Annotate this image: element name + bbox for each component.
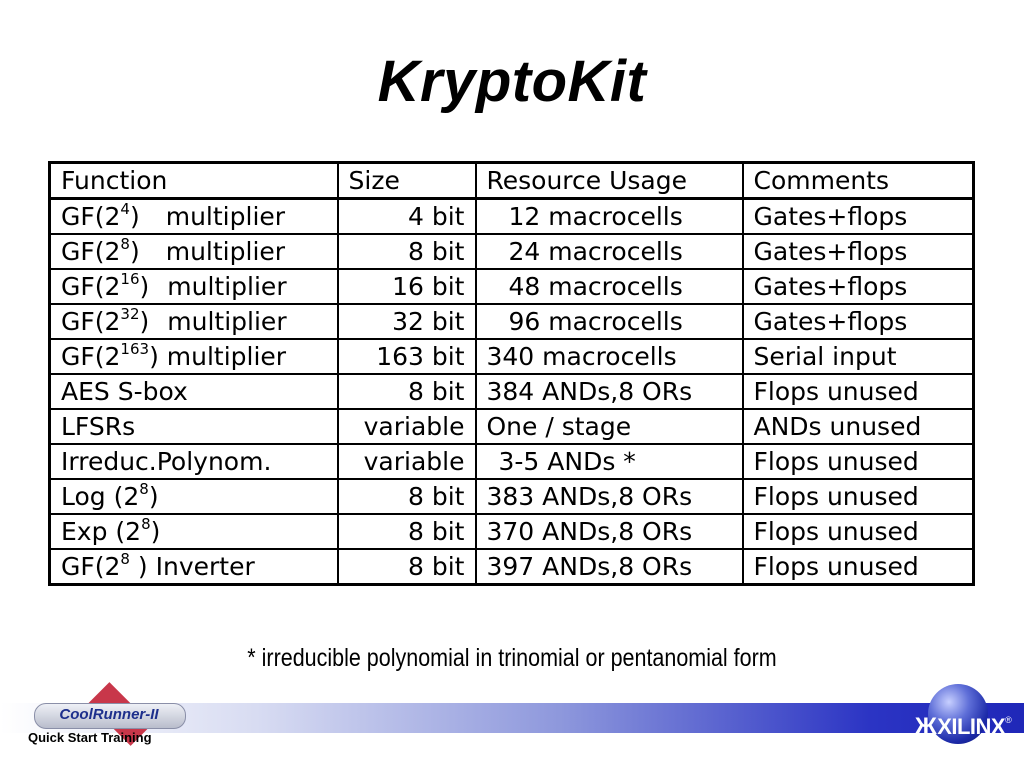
- table-row: [50, 549, 974, 585]
- comment-cell: Gates+flops: [743, 234, 974, 269]
- header-function: Function: [50, 163, 338, 199]
- xilinx-logo: ЖXILINX®: [915, 713, 1012, 740]
- size-cell: 8 bit: [338, 549, 476, 585]
- comment-cell: Serial input: [743, 339, 974, 374]
- comment-cell: Flops unused: [743, 549, 974, 585]
- size-cell: 8 bit: [338, 374, 476, 409]
- function-cell: $GF(2^8)$ multiplier: [50, 234, 338, 269]
- resource-cell: 370 ANDs,8 ORs: [476, 514, 743, 549]
- footnote: * irreducible polynomial in trinomial or pentanomial form: [247, 644, 777, 672]
- size-cell: 16 bit: [338, 269, 476, 304]
- size-cell: 32 bit: [338, 304, 476, 339]
- resource-cell: 383 ANDs,8 ORs: [476, 479, 743, 514]
- function-cell: Irreduc.Polynom.: [50, 444, 338, 479]
- resource-cell: One / stage: [476, 409, 743, 444]
- function-cell: $GF(2^4)$ multiplier: [50, 199, 338, 235]
- function-cell: AES S-box: [50, 374, 338, 409]
- size-cell: 4 bit: [338, 199, 476, 235]
- resource-cell: 397 ANDs,8 ORs: [476, 549, 743, 585]
- size-cell: 8 bit: [338, 479, 476, 514]
- comment-cell: Gates+flops: [743, 269, 974, 304]
- function-cell: $GF(2^{16})$ multiplier: [50, 269, 338, 304]
- resource-cell: 12 macrocells: [476, 199, 743, 235]
- xilinx-mark-icon: Ж: [915, 713, 937, 740]
- resource-cell: 384 ANDs,8 ORs: [476, 374, 743, 409]
- table-row: [50, 409, 974, 444]
- size-cell: variable: [338, 409, 476, 444]
- comment-cell: Flops unused: [743, 514, 974, 549]
- table-row: [50, 339, 974, 374]
- table-row: [50, 374, 974, 409]
- size-cell: 163 bit: [338, 339, 476, 374]
- comment-cell: Flops unused: [743, 374, 974, 409]
- resource-cell: 3-5 ANDs *: [476, 444, 743, 479]
- table-row: [50, 234, 974, 269]
- comment-cell: Gates+flops: [743, 304, 974, 339]
- table-row: [50, 514, 974, 549]
- function-cell: $GF(2^{163})$ multiplier: [50, 339, 338, 374]
- training-label: Quick Start Training: [28, 730, 152, 745]
- resource-cell: 24 macrocells: [476, 234, 743, 269]
- header-comments: Comments: [743, 163, 974, 199]
- function-cell: $GF(2^{32})$ multiplier: [50, 304, 338, 339]
- slide-title: KryptoKit: [377, 49, 647, 114]
- comment-cell: Flops unused: [743, 444, 974, 479]
- size-cell: variable: [338, 444, 476, 479]
- size-cell: 8 bit: [338, 234, 476, 269]
- function-cell: Exp $(2^8)$: [50, 514, 338, 549]
- kryptokit-table: [48, 161, 975, 586]
- logo-text: CoolRunner-II: [59, 706, 159, 723]
- table-row: [50, 304, 974, 339]
- table-row: [50, 479, 974, 514]
- table-header-row: [50, 163, 974, 199]
- comment-cell: ANDs unused: [743, 409, 974, 444]
- size-cell: 8 bit: [338, 514, 476, 549]
- header-size: Size: [338, 163, 476, 199]
- table-row: [50, 269, 974, 304]
- table-row: [50, 444, 974, 479]
- function-cell: LFSRs: [50, 409, 338, 444]
- resource-cell: 96 macrocells: [476, 304, 743, 339]
- resource-cell: 340 macrocells: [476, 339, 743, 374]
- comment-cell: Gates+flops: [743, 199, 974, 235]
- function-cell: $GF(2^8$ ) Inverter: [50, 549, 338, 585]
- function-cell: Log $(2^8)$: [50, 479, 338, 514]
- header-resource-usage: Resource Usage: [476, 163, 743, 199]
- comment-cell: Flops unused: [743, 479, 974, 514]
- resource-cell: 48 macrocells: [476, 269, 743, 304]
- table-row: [50, 199, 974, 235]
